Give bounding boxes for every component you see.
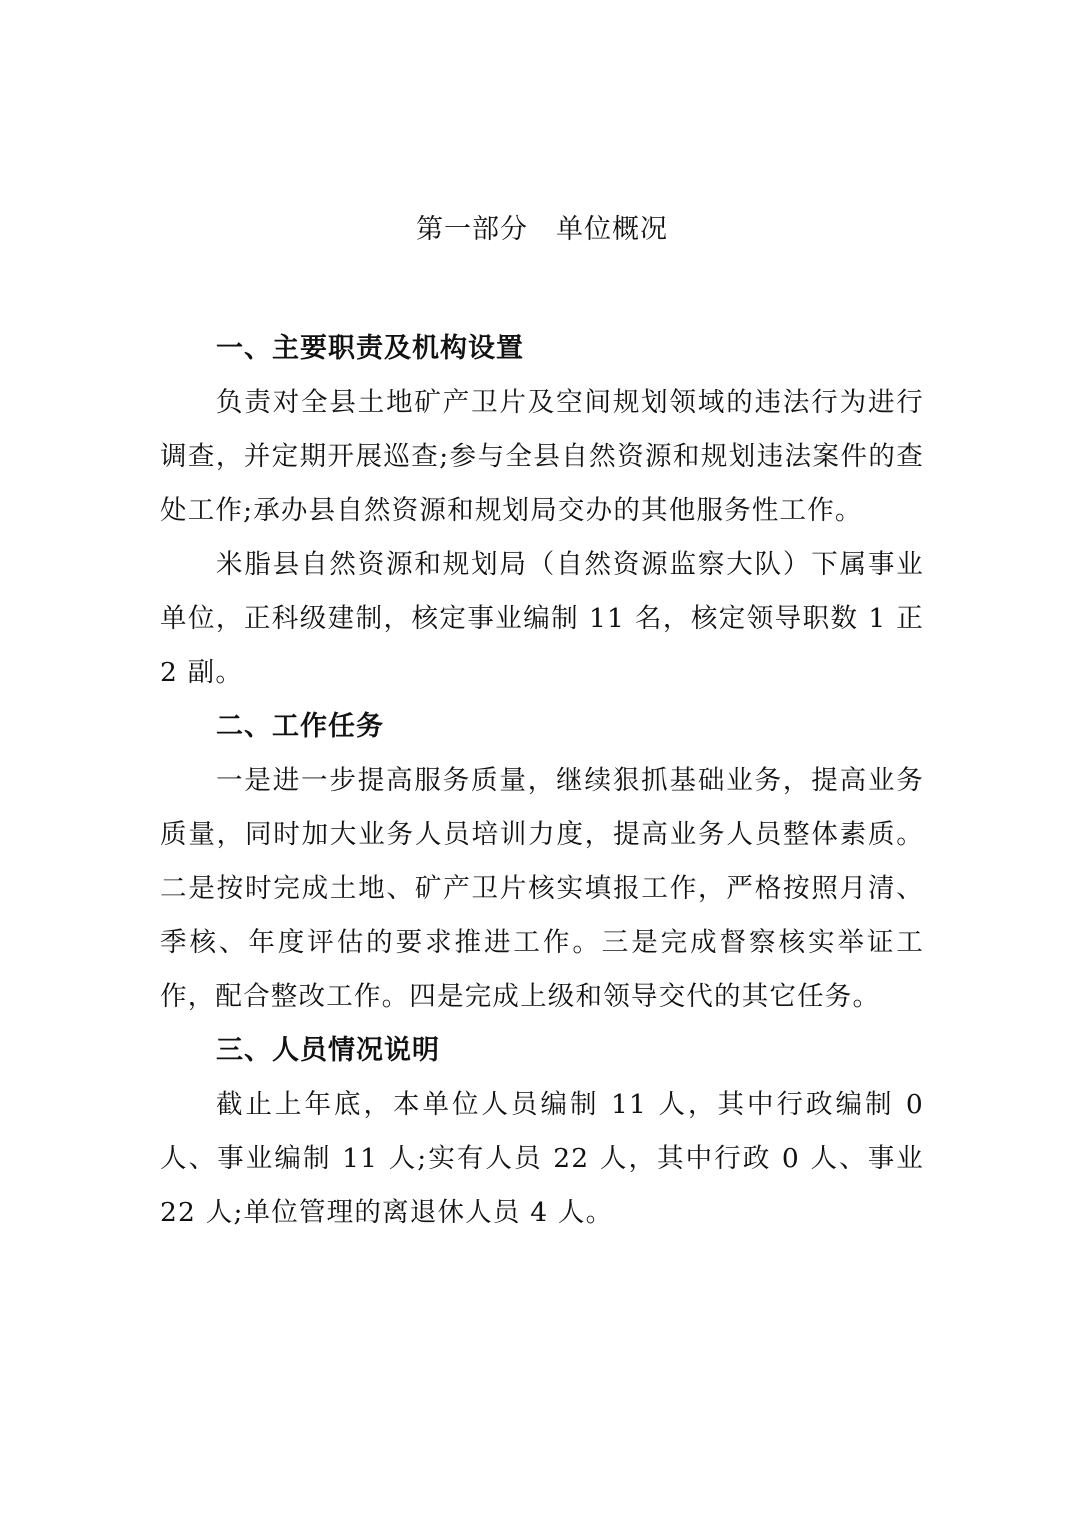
section-heading-duties: 一、主要职责及机构设置 [216, 333, 524, 364]
section-heading-tasks: 二、工作任务 [216, 711, 384, 742]
paragraph-staff: 截止上年底，本单位人员编制 11 人，其中行政编制 0 人、事业编制 11 人;实有人员 22 人，其中行政 0 人、事业 22 人;单位管理的离退休人员 4 人。 [160, 1089, 924, 1228]
page-title: 第一部分 单位概况 [416, 214, 668, 245]
section-heading-staff: 三、人员情况说明 [216, 1035, 440, 1066]
paragraph-organization: 米脂县自然资源和规划局（自然资源监察大队）下属事业单位，正科级建制，核定事业编制 11 名，核定领导职数 1 正 2 副。 [160, 549, 924, 688]
document-body [160, 322, 924, 1240]
paragraph-tasks: 一是进一步提高服务质量，继续狠抓基础业务，提高业务质量，同时加大业务人员培训力度，提高业务人员整体素质。二是按时完成土地、矿产卫片核实填报工作，严格按照月清、季核、年度评估的要求推进工作。三是完成督察核实举证工作，配合整改工作。四是完成上级和领导交代的其它任务。 [160, 765, 924, 1012]
paragraph-duties: 负责对全县土地矿产卫片及空间规划领域的违法行为进行调查，并定期开展巡查;参与全县自然资源和规划违法案件的查处工作;承办县自然资源和规划局交办的其他服务性工作。 [160, 387, 924, 526]
